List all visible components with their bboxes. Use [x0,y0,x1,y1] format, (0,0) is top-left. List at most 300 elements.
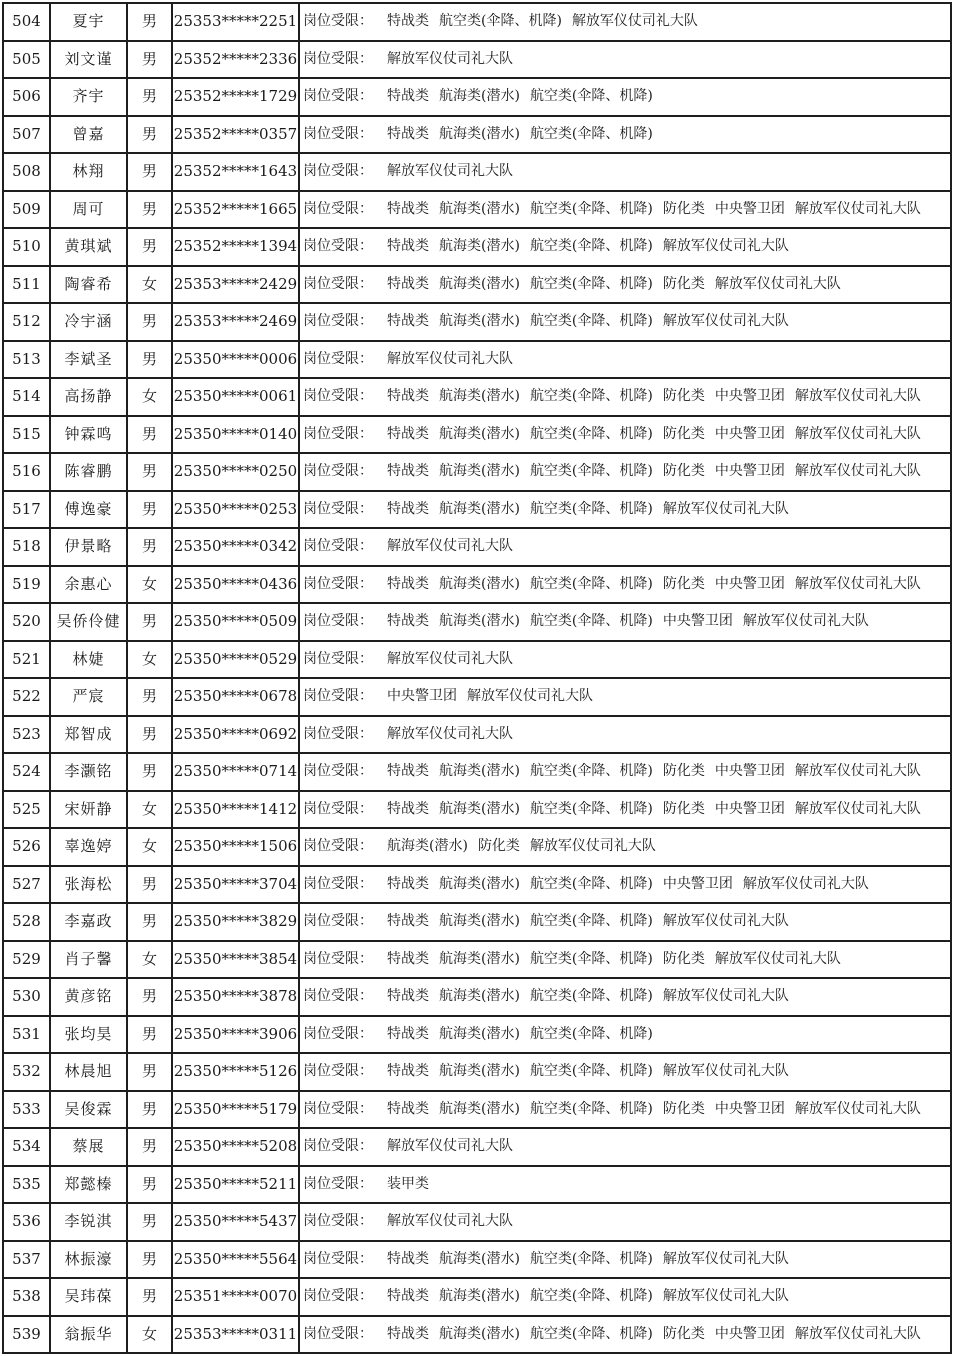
table-row [3,716,951,754]
restriction-label: 岗位受限： [303,313,373,329]
row-number: 526 [3,828,50,866]
restriction-category: 防化类 [662,575,705,592]
candidate-id-number: 25352*****2336 [172,41,299,79]
restriction-category: 航海类(潜水) [439,913,520,929]
candidate-gender: 男 [127,303,172,341]
restriction-category: 航空类(伞降、机降) [529,1063,653,1079]
post-restriction-cell [299,753,951,791]
restriction-label: 岗位受限： [303,13,373,29]
restriction-label: 岗位受限： [303,1288,373,1304]
candidate-name: 高扬静 [50,378,127,416]
candidate-gender: 男 [127,716,172,754]
candidate-gender: 女 [127,791,172,829]
restriction-label: 岗位受限： [303,1025,373,1042]
restriction-label: 岗位受限： [303,763,373,779]
candidate-gender: 男 [127,866,172,904]
row-number: 515 [3,416,50,454]
table-row [3,3,951,41]
table-row [3,603,951,641]
restriction-category: 特战类 [387,1025,429,1042]
restriction-category: 航海类(潜水) [439,800,520,817]
candidate-name: 张均昊 [50,1016,127,1054]
candidate-id-number: 25350*****0342 [172,528,299,566]
restriction-category: 解放军仪仗司礼大队 [529,838,656,854]
post-restriction-cell [299,828,951,866]
candidate-name: 张海松 [50,866,127,904]
candidate-id-number: 25350*****5179 [172,1091,299,1129]
post-restriction-cell [299,1316,951,1354]
candidate-name: 李灏铭 [50,753,127,791]
restriction-category: 特战类 [387,13,429,29]
candidate-gender: 男 [127,228,172,266]
table-row [3,228,951,266]
restriction-label: 岗位受限： [303,800,373,817]
restriction-category: 航海类(潜水) [439,1063,520,1079]
candidate-id-number: 25350*****0006 [172,341,299,379]
candidate-name: 郑懿榛 [50,1166,127,1204]
row-number: 516 [3,453,50,491]
candidate-name: 辜逸婷 [50,828,127,866]
restriction-category: 防化类 [662,388,705,404]
restriction-category: 解放军仪仗司礼大队 [662,1063,789,1079]
restriction-category: 中央警卫团 [714,463,785,479]
restriction-category: 航空类(伞降、机降) [529,1250,653,1267]
restriction-category: 解放军仪仗司礼大队 [794,425,921,442]
candidate-gender: 男 [127,1091,172,1129]
candidate-gender: 男 [127,453,172,491]
restriction-category: 特战类 [387,88,429,104]
row-number: 537 [3,1241,50,1279]
table-row [3,1166,951,1204]
candidate-id-number: 25350*****0529 [172,641,299,679]
row-number: 527 [3,866,50,904]
table-row [3,753,951,791]
restriction-category: 解放军仪仗司礼大队 [571,13,698,29]
candidate-gender: 男 [127,78,172,116]
restriction-category: 解放军仪仗司礼大队 [794,463,921,479]
restriction-category: 中央警卫团 [662,613,733,629]
restriction-category: 中央警卫团 [714,575,785,592]
candidate-name: 林婕 [50,641,127,679]
restriction-category: 中央警卫团 [714,200,785,217]
candidate-name: 刘文谨 [50,41,127,79]
table-row [3,491,951,529]
post-restriction-cell [299,1203,951,1241]
restriction-category: 航海类(潜水) [439,200,520,217]
candidate-gender: 男 [127,416,172,454]
candidate-id-number: 25350*****0509 [172,603,299,641]
candidate-name: 齐宇 [50,78,127,116]
row-number: 517 [3,491,50,529]
table-row [3,978,951,1016]
candidate-id-number: 25353*****2429 [172,266,299,304]
candidate-gender: 女 [127,378,172,416]
candidate-name: 林翔 [50,153,127,191]
restriction-category: 解放军仪仗司礼大队 [662,500,789,517]
row-number: 509 [3,191,50,229]
post-restriction-cell [299,1053,951,1091]
row-number: 533 [3,1091,50,1129]
candidate-name: 曾嘉 [50,116,127,154]
restriction-category: 特战类 [387,763,429,779]
restriction-category: 解放军仪仗司礼大队 [794,1325,921,1342]
restriction-category: 装甲类 [387,1175,429,1192]
restriction-label: 岗位受限： [303,275,373,292]
candidate-name: 吴玮葆 [50,1278,127,1316]
restriction-category: 解放军仪仗司礼大队 [387,1213,513,1229]
candidate-name: 严宸 [50,678,127,716]
table-row [3,866,951,904]
table-row [3,1128,951,1166]
restriction-category: 解放军仪仗司礼大队 [794,1100,921,1117]
restriction-label: 岗位受限： [303,1100,373,1117]
restriction-label: 岗位受限： [303,125,373,142]
candidate-name: 李斌圣 [50,341,127,379]
table-row [3,1091,951,1129]
restriction-category: 航空类(伞降、机降) [529,950,653,967]
candidate-gender: 女 [127,641,172,679]
table-row [3,941,951,979]
row-number: 525 [3,791,50,829]
restriction-category: 中央警卫团 [714,425,785,442]
restriction-category: 航空类(伞降、机降) [529,1288,653,1304]
candidate-name: 傅逸豪 [50,491,127,529]
restriction-category: 解放军仪仗司礼大队 [387,163,513,179]
restriction-category: 航海类(潜水) [439,575,520,592]
restriction-category: 防化类 [662,1325,705,1342]
table-row [3,266,951,304]
restriction-category: 特战类 [387,200,429,217]
candidate-id-number: 25353*****2469 [172,303,299,341]
restriction-category: 航空类(伞降、机降) [439,13,562,29]
restriction-category: 特战类 [387,463,429,479]
restriction-category: 防化类 [662,275,705,292]
restriction-category: 解放军仪仗司礼大队 [794,763,921,779]
restriction-category: 解放军仪仗司礼大队 [662,313,789,329]
restriction-category: 解放军仪仗司礼大队 [387,1138,513,1154]
table-row [3,903,951,941]
candidate-gender: 女 [127,941,172,979]
candidate-id-number: 25350*****0253 [172,491,299,529]
restriction-category: 特战类 [387,575,429,592]
candidate-name: 蔡展 [50,1128,127,1166]
table-row [3,1053,951,1091]
restriction-category: 航海类(潜水) [439,88,520,104]
candidate-id-number: 25350*****0692 [172,716,299,754]
restriction-category: 航空类(伞降、机降) [529,313,653,329]
post-restriction-cell [299,41,951,79]
candidate-gender: 女 [127,566,172,604]
candidate-id-number: 25352*****1665 [172,191,299,229]
restriction-category: 解放军仪仗司礼大队 [662,238,789,254]
restriction-category: 解放军仪仗司礼大队 [714,950,841,967]
restriction-category: 特战类 [387,1288,429,1304]
restriction-category: 解放军仪仗司礼大队 [794,388,921,404]
candidate-name: 李嘉政 [50,903,127,941]
restriction-category: 航海类(潜水) [439,125,520,142]
restriction-label: 岗位受限： [303,1213,373,1229]
post-restriction-cell [299,866,951,904]
restriction-label: 岗位受限： [303,725,373,742]
restriction-category: 特战类 [387,425,429,442]
row-number: 519 [3,566,50,604]
candidate-id-number: 25350*****1506 [172,828,299,866]
restriction-category: 航海类(潜水) [439,1025,520,1042]
table-row [3,1241,951,1279]
post-restriction-cell [299,78,951,116]
row-number: 530 [3,978,50,1016]
post-restriction-cell [299,1241,951,1279]
post-restriction-cell [299,191,951,229]
restriction-category: 解放军仪仗司礼大队 [742,875,869,892]
row-number: 508 [3,153,50,191]
restriction-category: 中央警卫团 [714,1325,785,1342]
restriction-label: 岗位受限： [303,1063,373,1079]
row-number: 538 [3,1278,50,1316]
restriction-label: 岗位受限： [303,875,373,892]
restriction-category: 航空类(伞降、机降) [529,463,653,479]
candidate-gender: 男 [127,153,172,191]
row-number: 522 [3,678,50,716]
table-row [3,528,951,566]
post-restriction-cell [299,416,951,454]
table-row [3,341,951,379]
restriction-category: 航海类(潜水) [439,425,520,442]
candidate-name: 吴俊霖 [50,1091,127,1129]
restriction-category: 航空类(伞降、机降) [529,125,653,142]
restriction-category: 特战类 [387,1325,429,1342]
restriction-category: 解放军仪仗司礼大队 [662,913,789,929]
restriction-category: 航海类(潜水) [439,275,520,292]
candidate-name: 余惠心 [50,566,127,604]
restriction-category: 中央警卫团 [714,388,785,404]
table-row [3,828,951,866]
restriction-category: 航海类(潜水) [439,388,520,404]
row-number: 528 [3,903,50,941]
candidate-gender: 男 [127,41,172,79]
table-body [3,3,951,1353]
restriction-category: 解放军仪仗司礼大队 [794,200,921,217]
restriction-category: 航空类(伞降、机降) [529,275,653,292]
candidate-id-number: 25350*****5437 [172,1203,299,1241]
candidate-id-number: 25350*****0140 [172,416,299,454]
restriction-category: 解放军仪仗司礼大队 [387,650,513,667]
post-restriction-cell [299,1091,951,1129]
table-row [3,453,951,491]
candidate-id-number: 25353*****2251 [172,3,299,41]
restriction-category: 防化类 [662,800,705,817]
candidate-name: 郑智成 [50,716,127,754]
post-restriction-cell [299,228,951,266]
row-number: 512 [3,303,50,341]
candidate-name: 伊景略 [50,528,127,566]
table-row [3,566,951,604]
post-restriction-cell [299,1166,951,1204]
row-number: 523 [3,716,50,754]
restriction-category: 解放军仪仗司礼大队 [467,688,593,704]
row-number: 520 [3,603,50,641]
post-restriction-cell [299,678,951,716]
table-row [3,378,951,416]
post-restriction-cell [299,266,951,304]
restriction-label: 岗位受限： [303,350,373,367]
table-row [3,41,951,79]
candidate-id-number: 25350*****5211 [172,1166,299,1204]
row-number: 535 [3,1166,50,1204]
restriction-category: 特战类 [387,613,429,629]
restriction-category: 航空类(伞降、机降) [529,1325,653,1342]
candidate-gender: 女 [127,828,172,866]
restriction-category: 航空类(伞降、机降) [529,500,653,517]
candidate-name: 肖子馨 [50,941,127,979]
row-number: 507 [3,116,50,154]
restriction-category: 特战类 [387,125,429,142]
restriction-label: 岗位受限： [303,988,373,1004]
row-number: 539 [3,1316,50,1354]
restriction-category: 航空类(伞降、机降) [529,875,653,892]
candidate-name: 黄彦铭 [50,978,127,1016]
table-row [3,416,951,454]
candidate-name: 宋妍静 [50,791,127,829]
restriction-category: 特战类 [387,238,429,254]
row-number: 513 [3,341,50,379]
candidate-id-number: 25350*****1412 [172,791,299,829]
candidate-name: 周可 [50,191,127,229]
restriction-category: 特战类 [387,275,429,292]
restriction-category: 解放军仪仗司礼大队 [742,613,869,629]
candidate-id-number: 25350*****3906 [172,1016,299,1054]
candidate-gender: 男 [127,341,172,379]
candidate-name: 冷宇涵 [50,303,127,341]
candidate-gender: 男 [127,903,172,941]
candidate-gender: 男 [127,3,172,41]
candidate-id-number: 25352*****0357 [172,116,299,154]
candidate-gender: 男 [127,1016,172,1054]
candidate-name: 钟霖鸣 [50,416,127,454]
candidate-name: 黄琪斌 [50,228,127,266]
restriction-category: 航海类(潜水) [439,950,520,967]
candidate-gender: 男 [127,978,172,1016]
restriction-category: 特战类 [387,313,429,329]
post-restriction-cell [299,603,951,641]
restriction-label: 岗位受限： [303,1138,373,1154]
table-row [3,78,951,116]
post-restriction-cell [299,116,951,154]
restriction-label: 岗位受限： [303,463,373,479]
post-restriction-cell [299,941,951,979]
row-number: 529 [3,941,50,979]
restriction-category: 航海类(潜水) [439,1100,520,1117]
candidate-gender: 男 [127,678,172,716]
restriction-category: 特战类 [387,500,429,517]
restriction-category: 解放军仪仗司礼大队 [794,575,921,592]
post-restriction-cell [299,453,951,491]
restriction-category: 特战类 [387,1250,429,1267]
post-restriction-cell [299,1278,951,1316]
post-restriction-cell [299,641,951,679]
restriction-label: 岗位受限： [303,650,373,667]
restriction-category: 特战类 [387,950,429,967]
restriction-category: 航空类(伞降、机降) [529,575,653,592]
post-restriction-cell [299,378,951,416]
table-row [3,116,951,154]
post-restriction-cell [299,1128,951,1166]
candidate-gender: 男 [127,1053,172,1091]
table-row [3,1278,951,1316]
restriction-category: 解放军仪仗司礼大队 [387,350,513,367]
restriction-label: 岗位受限： [303,575,373,592]
candidate-gender: 男 [127,1203,172,1241]
candidate-name: 陈睿鹏 [50,453,127,491]
restriction-category: 航空类(伞降、机降) [529,1025,653,1042]
candidate-gender: 男 [127,191,172,229]
restriction-label: 岗位受限： [303,688,373,704]
restriction-category: 特战类 [387,388,429,404]
post-restriction-cell [299,1016,951,1054]
restriction-category: 解放军仪仗司礼大队 [387,538,513,554]
restriction-category: 航空类(伞降、机降) [529,1100,653,1117]
row-number: 534 [3,1128,50,1166]
restriction-label: 岗位受限： [303,913,373,929]
post-restriction-cell [299,566,951,604]
restriction-label: 岗位受限： [303,950,373,967]
restriction-category: 航海类(潜水) [439,875,520,892]
restriction-category: 解放军仪仗司礼大队 [714,275,841,292]
candidate-id-number: 25350*****0436 [172,566,299,604]
row-number: 532 [3,1053,50,1091]
post-restriction-cell [299,978,951,1016]
post-restriction-cell [299,3,951,41]
candidate-gender: 男 [127,603,172,641]
restriction-label: 岗位受限： [303,500,373,517]
candidate-name: 翁振华 [50,1316,127,1354]
table-row [3,153,951,191]
row-number: 524 [3,753,50,791]
row-number: 536 [3,1203,50,1241]
table-row [3,1316,951,1354]
restriction-category: 航海类(潜水) [439,1250,520,1267]
candidate-id-number: 25352*****1643 [172,153,299,191]
restriction-label: 岗位受限： [303,388,373,404]
restriction-category: 航海类(潜水) [439,763,520,779]
candidate-gender: 男 [127,753,172,791]
candidate-id-number: 25352*****1394 [172,228,299,266]
candidate-name: 吴侨伶健 [50,603,127,641]
candidate-id-number: 25350*****3878 [172,978,299,1016]
table-row [3,303,951,341]
restriction-category: 防化类 [662,200,705,217]
restriction-category: 特战类 [387,1100,429,1117]
table-row [3,678,951,716]
restriction-label: 岗位受限： [303,613,373,629]
candidate-id-number: 25353*****0311 [172,1316,299,1354]
candidate-name: 林晨旭 [50,1053,127,1091]
candidate-id-number: 25352*****1729 [172,78,299,116]
candidate-gender: 女 [127,266,172,304]
restriction-label: 岗位受限： [303,200,373,217]
restriction-category: 航空类(伞降、机降) [529,238,653,254]
restriction-category: 航海类(潜水) [439,238,520,254]
restriction-category: 解放军仪仗司礼大队 [387,725,513,742]
restriction-category: 解放军仪仗司礼大队 [387,50,513,67]
candidate-id-number: 25350*****3704 [172,866,299,904]
restriction-label: 岗位受限： [303,1325,373,1342]
restriction-category: 航空类(伞降、机降) [529,88,653,104]
restriction-category: 航海类(潜水) [439,988,520,1004]
table-row [3,1016,951,1054]
candidate-gender: 男 [127,1128,172,1166]
post-restriction-cell [299,791,951,829]
